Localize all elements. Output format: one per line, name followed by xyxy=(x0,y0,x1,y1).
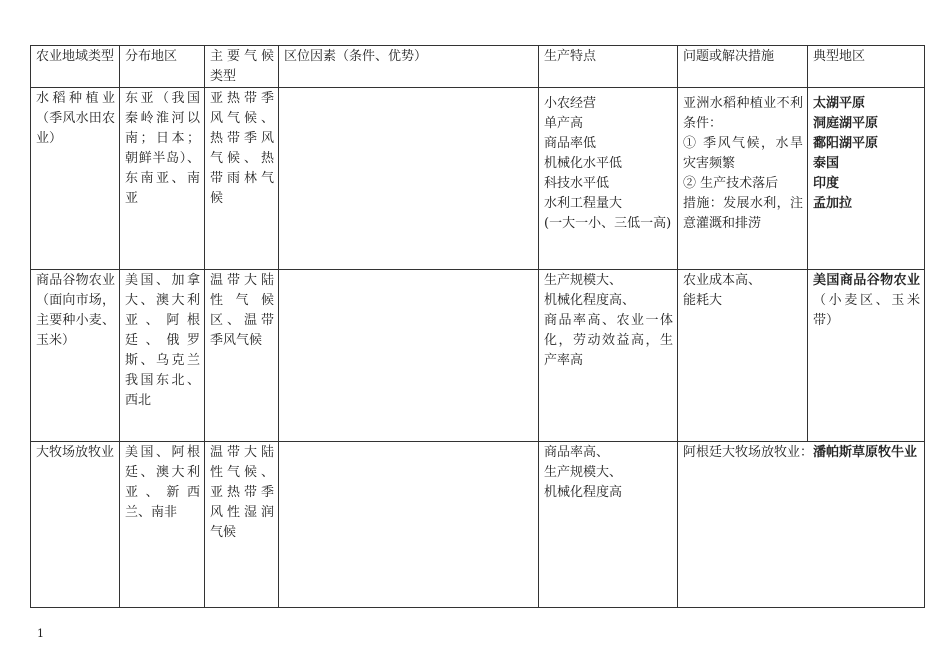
grain-typical-regions xyxy=(808,270,925,442)
rice-feature: 科技水平低 xyxy=(544,176,610,191)
header-climate: 主要气候类型 xyxy=(205,46,279,88)
rice-feature: 单产高 xyxy=(544,116,584,131)
ranching-distribution: 美国、阿根廷、澳大利亚、新西兰、南非 xyxy=(120,442,205,608)
grain-feature: 商品率高、农业一体化，劳动效益高，生产率高 xyxy=(544,313,673,368)
grain-feature: 机械化程度高、 xyxy=(544,293,636,308)
ranching-feature: 生产规模大、 xyxy=(544,465,623,480)
rice-region: 太湖平原 xyxy=(813,96,866,111)
table-header-row xyxy=(31,46,925,88)
rice-feature: 水利工程量大 xyxy=(544,196,623,211)
rice-typical-regions xyxy=(808,88,925,270)
grain-problem: 农业成本高、 xyxy=(683,273,762,288)
rice-distribution: 东亚（我国秦岭淮河以南；日本；朝鲜半岛）、东南亚、南亚 xyxy=(120,88,205,270)
grain-distribution: 美国、加拿大、澳大利亚、阿根廷、俄罗斯、乌克兰我国东北、西北 xyxy=(120,270,205,442)
rice-region: 洞庭湖平原 xyxy=(813,116,879,131)
rice-location-factors xyxy=(279,88,539,270)
rice-measures: 措施：发展水利，注意灌溉和排涝 xyxy=(683,196,803,231)
header-distribution: 分布地区 xyxy=(120,46,205,88)
rice-region: 泰国 xyxy=(813,156,840,171)
rice-feature: 商品率低 xyxy=(544,136,597,151)
ranching-region-name: 潘帕斯草原牧牛业 xyxy=(813,445,918,460)
ranching-region-label: 阿根廷大牧场放牧业： xyxy=(683,445,814,460)
table-row xyxy=(31,442,925,608)
header-production-features: 生产特点 xyxy=(539,46,678,88)
rice-problem-intro: 亚洲水稻种植业不利条件： xyxy=(683,96,803,131)
header-location-factors: 区位因素（条件、优势） xyxy=(279,46,539,88)
ranching-farming-type: 大牧场放牧业 xyxy=(31,442,120,608)
grain-climate: 温带大陆性气候区、温带季风气候 xyxy=(205,270,279,442)
rice-region: 孟加拉 xyxy=(813,196,853,211)
header-problems-measures: 问题或解决措施 xyxy=(678,46,808,88)
grain-problems xyxy=(678,270,808,442)
grain-feature: 生产规模大、 xyxy=(544,273,623,288)
ranching-location-factors xyxy=(279,442,539,608)
rice-region: 印度 xyxy=(813,176,840,191)
grain-region-detail: （小麦区、玉米带） xyxy=(813,293,920,328)
ranching-feature: 机械化程度高 xyxy=(544,485,623,500)
page-number: 1 xyxy=(37,627,44,640)
header-typical-regions: 典型地区 xyxy=(808,46,925,88)
grain-problem: 能耗大 xyxy=(683,293,723,308)
rice-region: 鄱阳湖平原 xyxy=(813,136,879,151)
ranching-climate: 温带大陆性气候、亚热带季风性湿润气候 xyxy=(205,442,279,608)
table-row xyxy=(31,88,925,270)
rice-feature: 小农经营 xyxy=(544,96,597,111)
rice-problem-item: ② 生产技术落后 xyxy=(683,176,779,191)
agriculture-regions-table xyxy=(30,45,925,608)
rice-production-features xyxy=(539,88,678,270)
grain-region-name: 美国商品谷物农业 xyxy=(813,273,920,288)
grain-farming-type: 商品谷物农业（面向市场，主要种小麦、玉米） xyxy=(31,270,120,442)
header-farming-type: 农业地域类型 xyxy=(31,46,120,88)
rice-problem-item: ① 季风气候，水旱灾害频繁 xyxy=(683,136,803,171)
grain-location-factors xyxy=(279,270,539,442)
table-row xyxy=(31,270,925,442)
rice-feature: (一大一小、三低一高) xyxy=(544,216,672,231)
grain-production-features xyxy=(539,270,678,442)
rice-problems-measures xyxy=(678,88,808,270)
ranching-production-features xyxy=(539,442,678,608)
ranching-feature: 商品率高、 xyxy=(544,445,610,460)
rice-farming-type: 水稻种植业（季风水田农业） xyxy=(31,88,120,270)
rice-feature: 机械化水平低 xyxy=(544,156,623,171)
ranching-typical-region xyxy=(678,442,925,608)
rice-climate: 亚热带季风气候、热带季风气候、热带雨林气候 xyxy=(205,88,279,270)
